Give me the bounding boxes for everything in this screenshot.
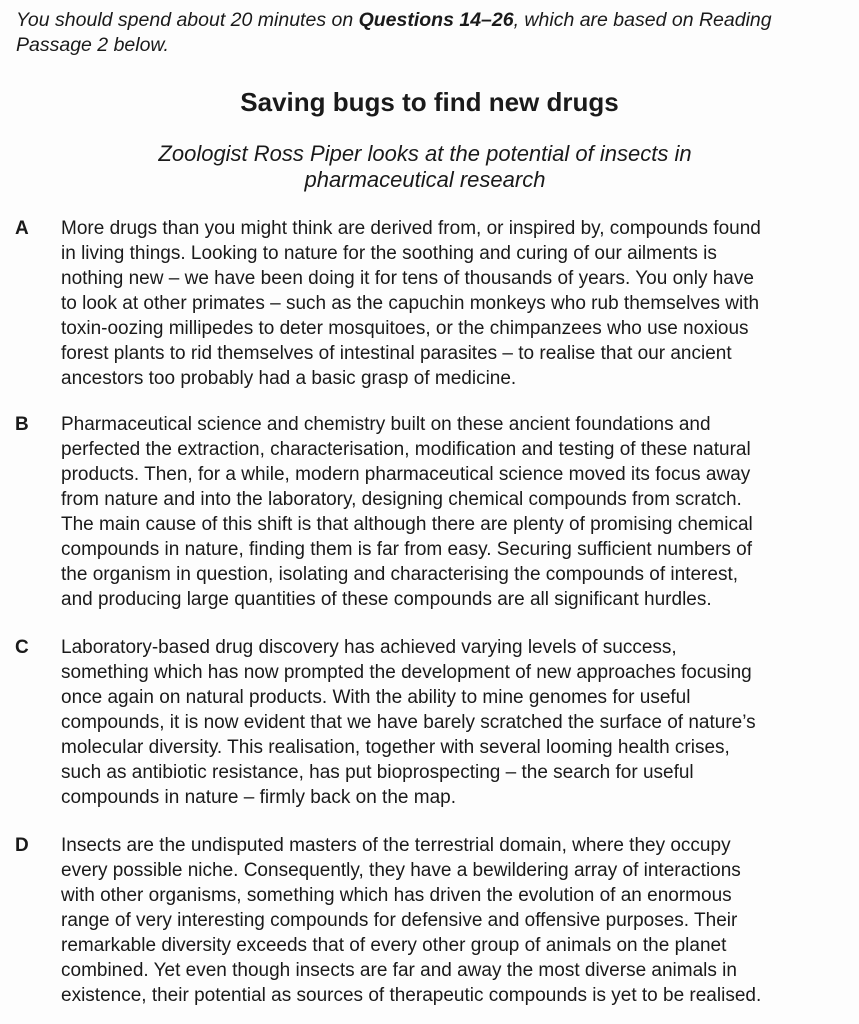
subtitle-line-2: pharmaceutical research — [304, 167, 546, 192]
paragraph-line: combined. Yet even though insects are far and away the most diverse animals in — [61, 960, 737, 981]
paragraph-line: More drugs than you might think are derived from, or inspired by, compounds found — [61, 218, 761, 239]
paragraph-letter: D — [15, 835, 29, 856]
paragraph-line: Laboratory-based drug discovery has achieved varying levels of success, — [61, 637, 677, 658]
paragraph-text — [61, 635, 846, 810]
paragraph-letter: A — [15, 218, 29, 239]
instruction-line-2: Passage 2 below. — [16, 34, 169, 56]
instruction-suffix: , which are based on Reading — [513, 9, 772, 31]
paragraph-letter: C — [15, 637, 29, 658]
paragraph-line: Pharmaceutical science and chemistry built on these ancient foundations and — [61, 414, 711, 435]
paragraph-line: range of very interesting compounds for defensive and offensive purposes. Their — [61, 910, 738, 931]
paragraph-line: nothing new – we have been doing it for tens of thousands of years. You only have — [61, 268, 754, 289]
instruction-line-1 — [16, 8, 846, 33]
paragraph-text — [61, 833, 846, 1008]
paragraph-line: and producing large quantities of these compounds are all significant hurdles. — [61, 589, 712, 610]
paragraph-line: once again on natural products. With the ability to mine genomes for useful — [61, 687, 691, 708]
paragraph-line: The main cause of this shift is that although there are plenty of promising chemical — [61, 514, 753, 535]
paragraph-line: remarkable diversity exceeds that of every other group of animals on the planet — [61, 935, 727, 956]
passage-subtitle — [95, 141, 755, 193]
paragraph-letter: B — [15, 414, 29, 435]
paragraph-line: toxin-oozing millipedes to deter mosquitoes, or the chimpanzees who use noxious — [61, 318, 749, 339]
paragraph-text — [61, 216, 846, 391]
paragraph-line: products. Then, for a while, modern pharmaceutical science moved its focus away — [61, 464, 751, 485]
paragraph-line: something which has now prompted the development of new approaches focusing — [61, 662, 752, 683]
subtitle-line-1: Zoologist Ross Piper looks at the potential of insects in — [158, 141, 692, 166]
paragraph-text — [61, 412, 846, 612]
paragraph-line: every possible niche. Consequently, they have a bewildering array of interactions — [61, 860, 741, 881]
instruction-questions: Questions 14–26 — [358, 9, 514, 31]
paragraph-line: existence, their potential as sources of therapeutic compounds is yet to be realised. — [61, 985, 762, 1006]
paragraph-line: Insects are the undisputed masters of the terrestrial domain, where they occupy — [61, 835, 731, 856]
paragraph-line: molecular diversity. This realisation, together with several looming health crises, — [61, 737, 730, 758]
paragraph-line: with other organisms, something which has driven the evolution of an enormous — [61, 885, 732, 906]
paragraph-line: ancestors too probably had a basic grasp of medicine. — [61, 368, 517, 389]
paragraph-line: compounds in nature – firmly back on the map. — [61, 787, 456, 808]
paragraph-line: the organism in question, isolating and characterising the compounds of interest, — [61, 564, 739, 585]
paragraph-line: in living things. Looking to nature for the soothing and curing of our ailments is — [61, 243, 717, 264]
paragraph-line: to look at other primates – such as the capuchin monkeys who rub themselves with — [61, 293, 760, 314]
paragraph-line: perfected the extraction, characterisation, modification and testing of these natural — [61, 439, 751, 460]
instruction-text — [16, 8, 846, 58]
instruction-prefix: You should spend about 20 minutes on — [16, 9, 359, 31]
paragraph-line: from nature and into the laboratory, designing chemical compounds from scratch. — [61, 489, 742, 510]
paragraph-line: compounds in nature, finding them is far from easy. Securing sufficient numbers of — [61, 539, 753, 560]
passage-title: Saving bugs to find new drugs — [240, 87, 619, 117]
paragraph-line: compounds, it is now evident that we have barely scratched the surface of nature’s — [61, 712, 756, 733]
paragraph-line: such as antibiotic resistance, has put bioprospecting – the search for useful — [61, 762, 694, 783]
paragraph-line: forest plants to rid themselves of intestinal parasites – to realise that our ancient — [61, 343, 732, 364]
